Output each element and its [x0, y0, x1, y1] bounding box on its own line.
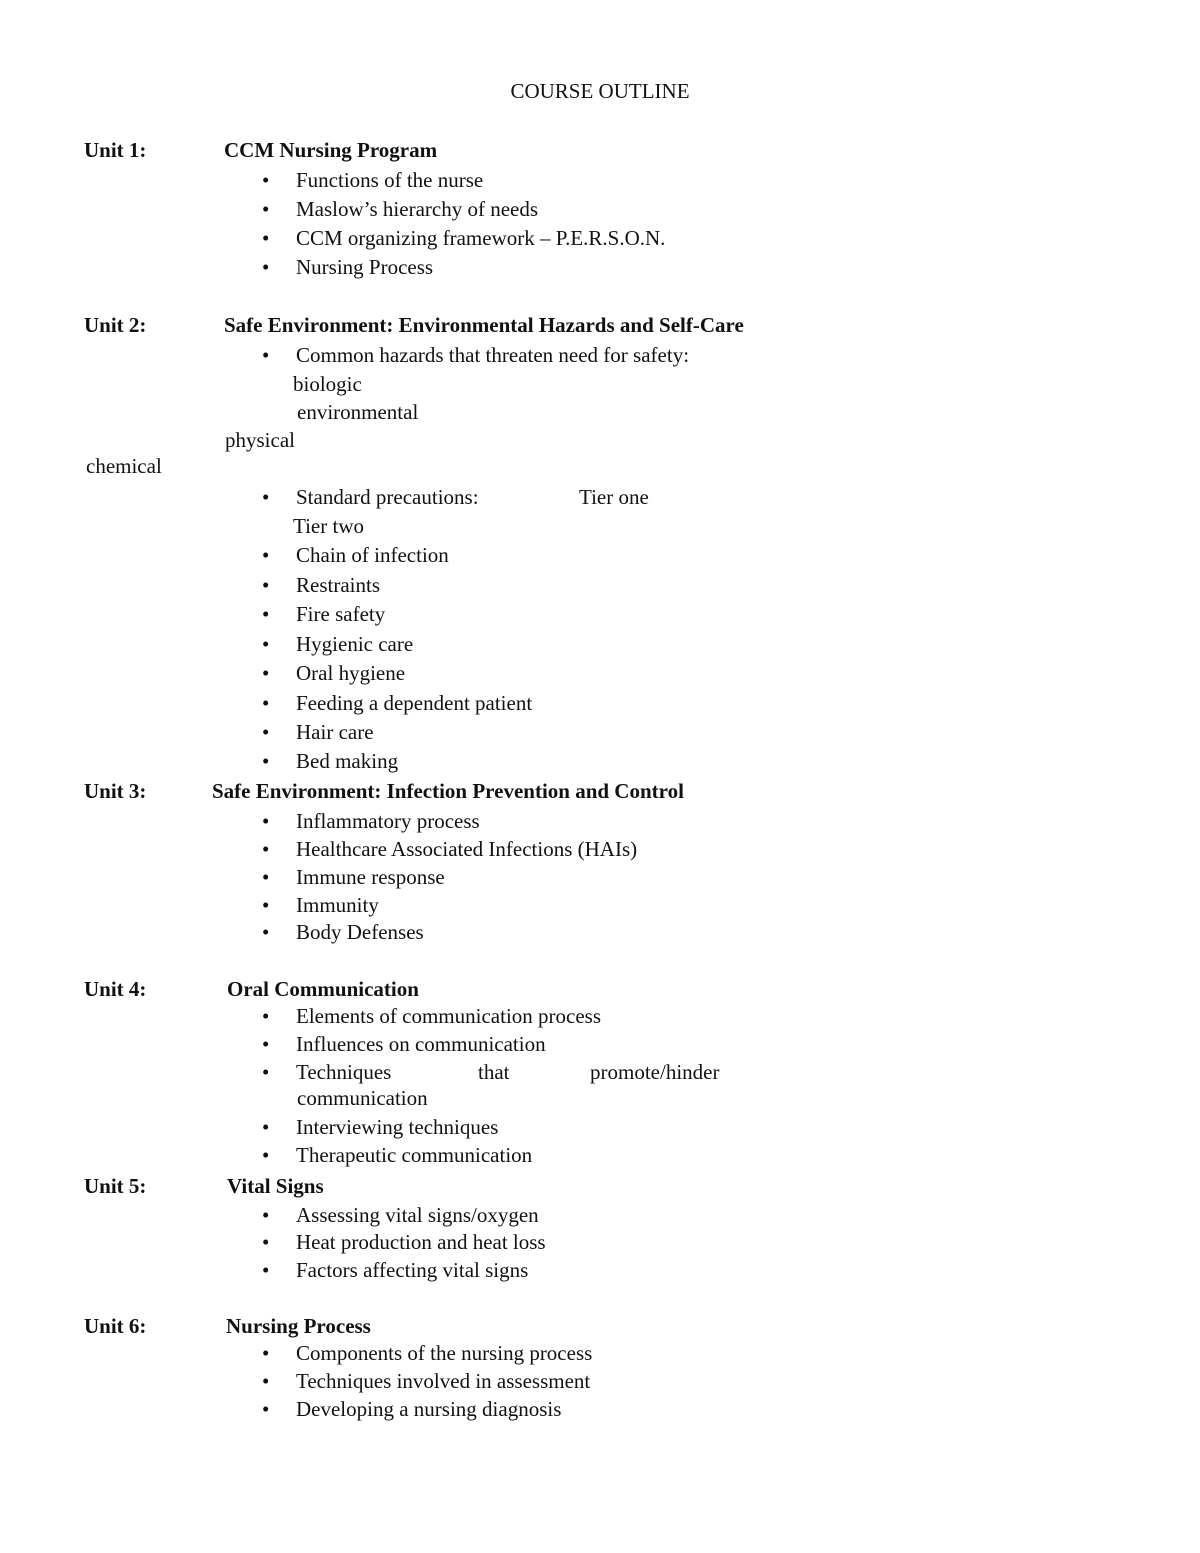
bullet: • [262, 720, 270, 744]
list-item: Nursing Process [296, 255, 434, 279]
unit-2-label: Unit 2: [84, 313, 147, 337]
list-item: Chain of infection [296, 543, 449, 567]
unit-5-label: Unit 5: [84, 1174, 147, 1198]
bullet: • [262, 1369, 270, 1393]
unit-6-title: Nursing Process [226, 1314, 371, 1338]
bullet: • [262, 865, 270, 889]
unit-1-label: Unit 1: [84, 138, 147, 162]
bullet: • [262, 661, 270, 685]
list-item: Restraints [296, 573, 380, 597]
bullet: • [262, 168, 270, 192]
list-item: Influences on communication [296, 1032, 546, 1056]
list-item: Components of the nursing process [296, 1341, 593, 1365]
list-item: Therapeutic communication [296, 1143, 533, 1167]
bullet: • [262, 809, 270, 833]
hazard-environmental: environmental [297, 400, 419, 424]
list-item: Common hazards that threaten need for safety: [296, 343, 690, 367]
list-item: Oral hygiene [296, 661, 406, 685]
hazard-chemical: chemical [86, 454, 162, 478]
list-item: CCM organizing framework – P.E.R.S.O.N. [296, 226, 666, 250]
list-item: Immune response [296, 865, 445, 889]
list-item: Hair care [296, 720, 374, 744]
bullet: • [262, 1230, 270, 1254]
unit-6-label: Unit 6: [84, 1314, 147, 1338]
list-item: Heat production and heat loss [296, 1230, 546, 1254]
list-item: Maslow’s hierarchy of needs [296, 197, 539, 221]
techniques-word-4: communication [297, 1086, 428, 1110]
list-item: Factors affecting vital signs [296, 1258, 529, 1282]
unit-4-label: Unit 4: [84, 977, 147, 1001]
techniques-word-3: promote/hinder [590, 1060, 720, 1084]
bullet: • [262, 343, 270, 367]
bullet: • [262, 197, 270, 221]
hazard-biologic: biologic [293, 372, 362, 396]
unit-5-title: Vital Signs [227, 1174, 324, 1198]
bullet: • [262, 1060, 270, 1084]
unit-4-title: Oral Communication [227, 977, 419, 1001]
bullet: • [262, 749, 270, 773]
list-item: Inflammatory process [296, 809, 480, 833]
bullet: • [262, 1397, 270, 1421]
bullet: • [262, 920, 270, 944]
unit-2-title: Safe Environment: Environmental Hazards and Self-Care [224, 313, 744, 337]
bullet: • [262, 602, 270, 626]
list-item: Body Defenses [296, 920, 424, 944]
list-item: Functions of the nurse [296, 168, 484, 192]
list-item: Bed making [296, 749, 399, 773]
bullet: • [262, 485, 270, 509]
bullet: • [262, 226, 270, 250]
bullet: • [262, 1143, 270, 1167]
bullet: • [262, 1032, 270, 1056]
techniques-word-1: Techniques [296, 1060, 392, 1084]
bullet: • [262, 543, 270, 567]
list-item: Interviewing techniques [296, 1115, 499, 1139]
bullet: • [262, 1203, 270, 1227]
unit-3-title: Safe Environment: Infection Prevention and Control [212, 779, 684, 803]
list-item: Elements of communication process [296, 1004, 602, 1028]
tier-one: Tier one [579, 485, 649, 509]
bullet: • [262, 573, 270, 597]
unit-3-label: Unit 3: [84, 779, 147, 803]
bullet: • [262, 1115, 270, 1139]
list-item: Assessing vital signs/oxygen [296, 1203, 539, 1227]
bullet: • [262, 1004, 270, 1028]
list-item: Techniques involved in assessment [296, 1369, 591, 1393]
bullet: • [262, 893, 270, 917]
techniques-word-2: that [478, 1060, 510, 1084]
bullet: • [262, 837, 270, 861]
list-item: Developing a nursing diagnosis [296, 1397, 562, 1421]
list-item: Feeding a dependent patient [296, 691, 533, 715]
bullet: • [262, 1341, 270, 1365]
bullet: • [262, 691, 270, 715]
bullet: • [262, 632, 270, 656]
bullet: • [262, 255, 270, 279]
unit-1-title: CCM Nursing Program [224, 138, 438, 162]
bullet: • [262, 1258, 270, 1282]
list-item: Immunity [296, 893, 379, 917]
hazard-physical: physical [225, 428, 295, 452]
list-item: Fire safety [296, 602, 386, 626]
tier-two: Tier two [293, 514, 364, 538]
page-title: COURSE OUTLINE [510, 79, 690, 103]
list-item: Hygienic care [296, 632, 414, 656]
list-item: Standard precautions: [296, 485, 479, 509]
list-item: Healthcare Associated Infections (HAIs) [296, 837, 638, 861]
